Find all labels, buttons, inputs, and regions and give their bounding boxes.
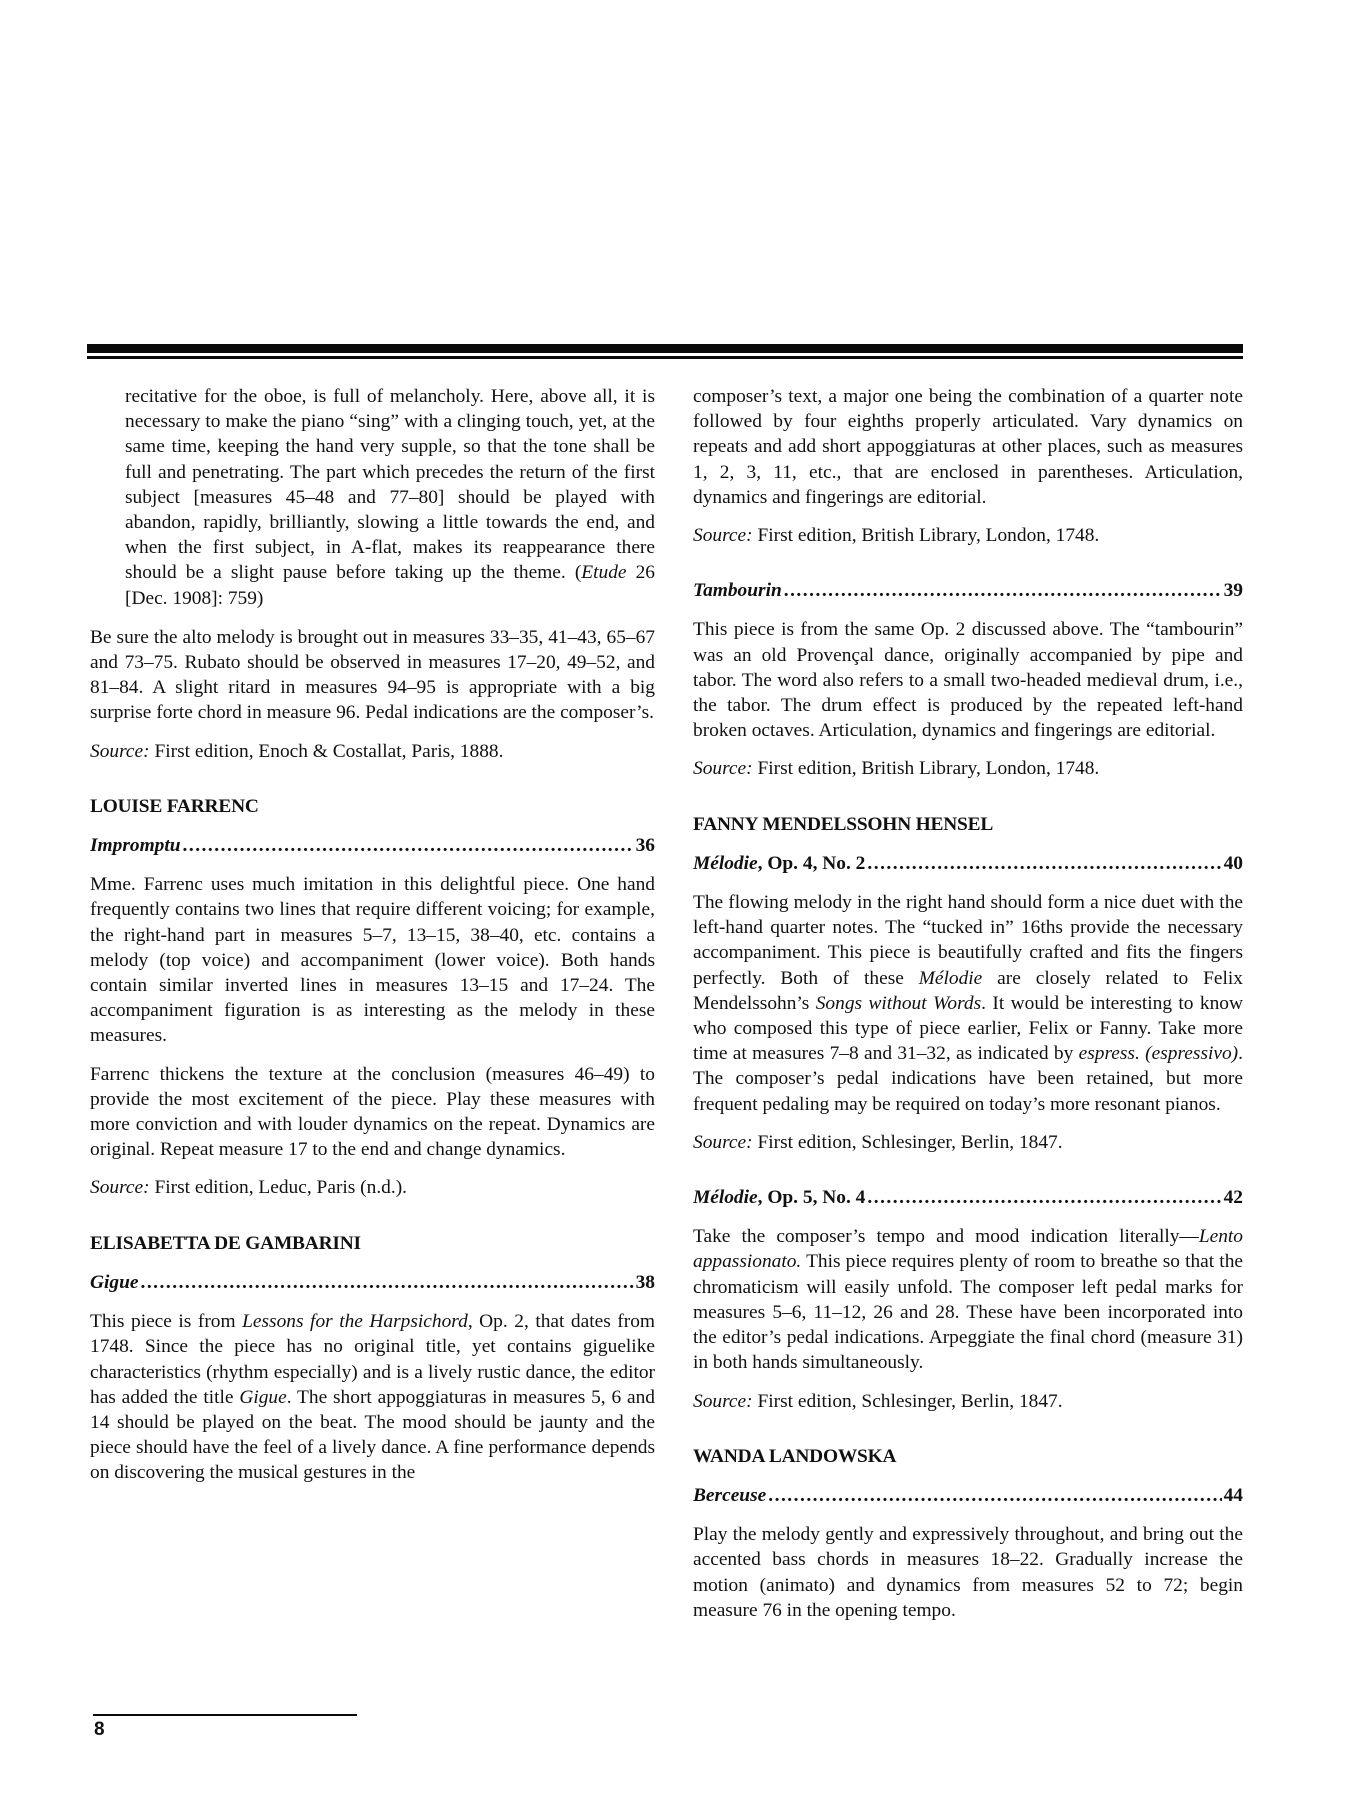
page-ref: 38 — [635, 1271, 655, 1293]
citation-journal: Etude — [581, 562, 627, 584]
source-line: Source: First edition, Leduc, Paris (n.d.). — [90, 1177, 408, 1199]
composer-heading: FANNY MENDELSSOHN HENSEL — [693, 813, 994, 835]
composer-heading: LOUISE FARRENC — [90, 795, 259, 817]
paragraph: Play the melody gently and expressively throughout, and bring out the accented bass chords in measures 18–22. Gradually increase the motion (animato) and dynamics from measures 52 to 72; begin measure 76 in the opening tempo. — [693, 1524, 1243, 1621]
quote-text: recitative for the oboe, is full of melancholy. Here, above all, it is necessary to make the piano “sing” with a clinging touch, yet, at the same time, keeping the hand very supple, so that the tone shall be full and penetrating. The part which precedes the return of the first subject [measures 45–48 and 77–80] should be played with abandon, rapidly, brilliantly, slowing a little towards the end, and when the first subject, in A-flat, makes its reappearance there should be a slight pause before taking up the theme. — [125, 386, 655, 584]
piece-title: Berceuse — [693, 1484, 767, 1506]
leader-dots — [784, 578, 1222, 603]
piece-title: Mélodie — [693, 1187, 758, 1209]
toc-entry-tambourin — [693, 578, 1243, 603]
right-column — [693, 384, 1243, 1636]
paragraph: This piece is from the same Op. 2 discussed above. The “tambourin” was an old Provençal dance, originally accompanied by pipe and tabor. The word also refers to a small two-headed medieval drum, i.e., the tabor. The drum effect is produced by the repeated left-hand broken octaves. Articulation, dynamics and fingerings are editorial. — [693, 619, 1243, 742]
source-line: Source: First edition, British Library, London, 1748. — [693, 525, 1100, 547]
toc-entry-berceuse — [693, 1483, 1243, 1508]
paragraph: Mme. Farrenc uses much imitation in this delightful piece. One hand frequently contains two lines that require different voicing; for example, the right-hand part in measures 5–7, 13–15, 38–40, etc. contains a melody (top voice) and accompaniment (lower voice). Both hands contain similar inverted lines in measures 13–15 and 17–24. The accompaniment figuration is as interesting as the melody in these measures. — [90, 874, 655, 1047]
page-number: 8 — [94, 1719, 105, 1740]
leader-dots — [183, 833, 634, 858]
piece-title: Mélodie — [693, 852, 758, 874]
source-line: Source: First edition, British Library, London, 1748. — [693, 758, 1100, 780]
piece-title: Impromptu — [90, 835, 181, 857]
paragraph: composer’s text, a major one being the combination of a quarter note followed by four eighths properly articulated. Vary dynamics on repeats and add short appoggiaturas at other places, such as measures 1, 2, 3, 11, etc., that are enclosed in parentheses. Articulation, dynamics and fingerings are editorial. — [693, 386, 1243, 508]
source-line: Source: First edition, Schlesinger, Berlin, 1847. — [693, 1131, 1063, 1153]
toc-entry-melodie-op4: Mélodie , Op. 4, No. 2 ..... 40 — [693, 851, 1243, 876]
paragraph: Farrenc thickens the texture at the conclusion (measures 46–49) to provide the most excitement of the piece. Play these measures with more conviction and with louder dynamics on the repeat. Dynamics are original. Repeat measure 17 to the end and change dynamics. — [90, 1063, 655, 1161]
header-rule-thin — [87, 356, 1243, 359]
block-quote: recitative for the oboe, is full of melancholy. Here, above all, it is necessary to make the piano “sing” with a clinging touch, yet, at the same time, keeping the hand very supple, so that the tone shall be full and penetrating. The part which precedes the return of the first subject [measures 45–48 and 77–80] should be played with abandon, rapidly, brilliantly, slowing a little towards the end, and when the first subject, in A-flat, makes its reappearance there should be a slight pause before taking up the theme. (Etude 26 [Dec. 1908]: 759) — [125, 386, 655, 609]
paragraph: Take the composer’s tempo and mood indication literally—Lento appassionato. This piece requires plenty of room to breathe so that the chromaticism will easily unfold. The composer left pedal marks for measures 5–6, 11–12, 26 and 28. These have been incorporated into the editor’s pedal indications. Arpeggiate the final chord (measure 31) in both hands simultaneously. — [693, 1226, 1243, 1374]
paragraph: The flowing melody in the right hand should form a nice duet with the left-hand quarter notes. The “tucked in” 16ths provide the necessary accompaniment. This piece is beautifully crafted and fits the fingers perfectly. Both of these Mélodie are closely related to Felix Mendelssohn’s Songs without Words. It would be interesting to know who composed this type of piece earlier, Felix or Fanny. Take more time at measures 7–8 and 31–32, as indicated by espress. (espressivo). The composer’s pedal indications have been retained, but more frequent pedaling may be required on today’s more resonant pianos. — [693, 892, 1243, 1115]
source-line: Source: First edition, Schlesinger, Berlin, 1847. — [693, 1390, 1063, 1412]
toc-entry-gigue — [90, 1270, 655, 1295]
left-column — [90, 384, 655, 1499]
paragraph: Be sure the alto melody is brought out in measures 33–35, 41–43, 65–67 and 73–75. Rubato should be observed in measures 17–20, 49–52, and 81–84. A slight ritard in measures 94–95 is appropriate with a big surprise forte chord in measure 96. Pedal indications are the composer’s. — [90, 626, 655, 724]
leader-dots — [867, 1185, 1221, 1210]
piece-title: Tambourin — [693, 580, 782, 602]
paragraph: This piece is from Lessons for the Harpsichord, Op. 2, that dates from 1748. Since the piece has no original title, yet contains giguelike characteristics (rhythm especially) and is a lively rustic dance, the editor has added the title Gigue. The short appoggiaturas in measures 5, 6 and 14 should be played on the beat. The mood should be jaunty and the piece should have the feel of a lively dance. A fine performance depends on discovering the musical gestures in the — [90, 1311, 655, 1484]
leader-dots — [768, 1483, 1221, 1508]
piece-title: Gigue — [90, 1271, 139, 1293]
footer-rule — [93, 1714, 357, 1716]
toc-entry-impromptu — [90, 833, 655, 858]
page-ref: 40 — [1223, 852, 1243, 874]
composer-heading: WANDA LANDOWSKA — [693, 1445, 897, 1467]
page-ref: 44 — [1223, 1484, 1243, 1506]
leader-dots — [867, 851, 1221, 876]
page-ref: 39 — [1223, 580, 1243, 602]
page-ref: 36 — [635, 835, 655, 857]
toc-entry-melodie-op5: Mélodie , Op. 5, No. 4 ..... 42 — [693, 1185, 1243, 1210]
composer-heading: ELISABETTA DE GAMBARINI — [90, 1232, 361, 1254]
header-rule-thick — [87, 344, 1243, 353]
source-line: Source: First edition, Enoch & Costallat, Paris, 1888. — [90, 740, 504, 762]
leader-dots — [140, 1270, 633, 1295]
page-ref: 42 — [1223, 1187, 1243, 1209]
